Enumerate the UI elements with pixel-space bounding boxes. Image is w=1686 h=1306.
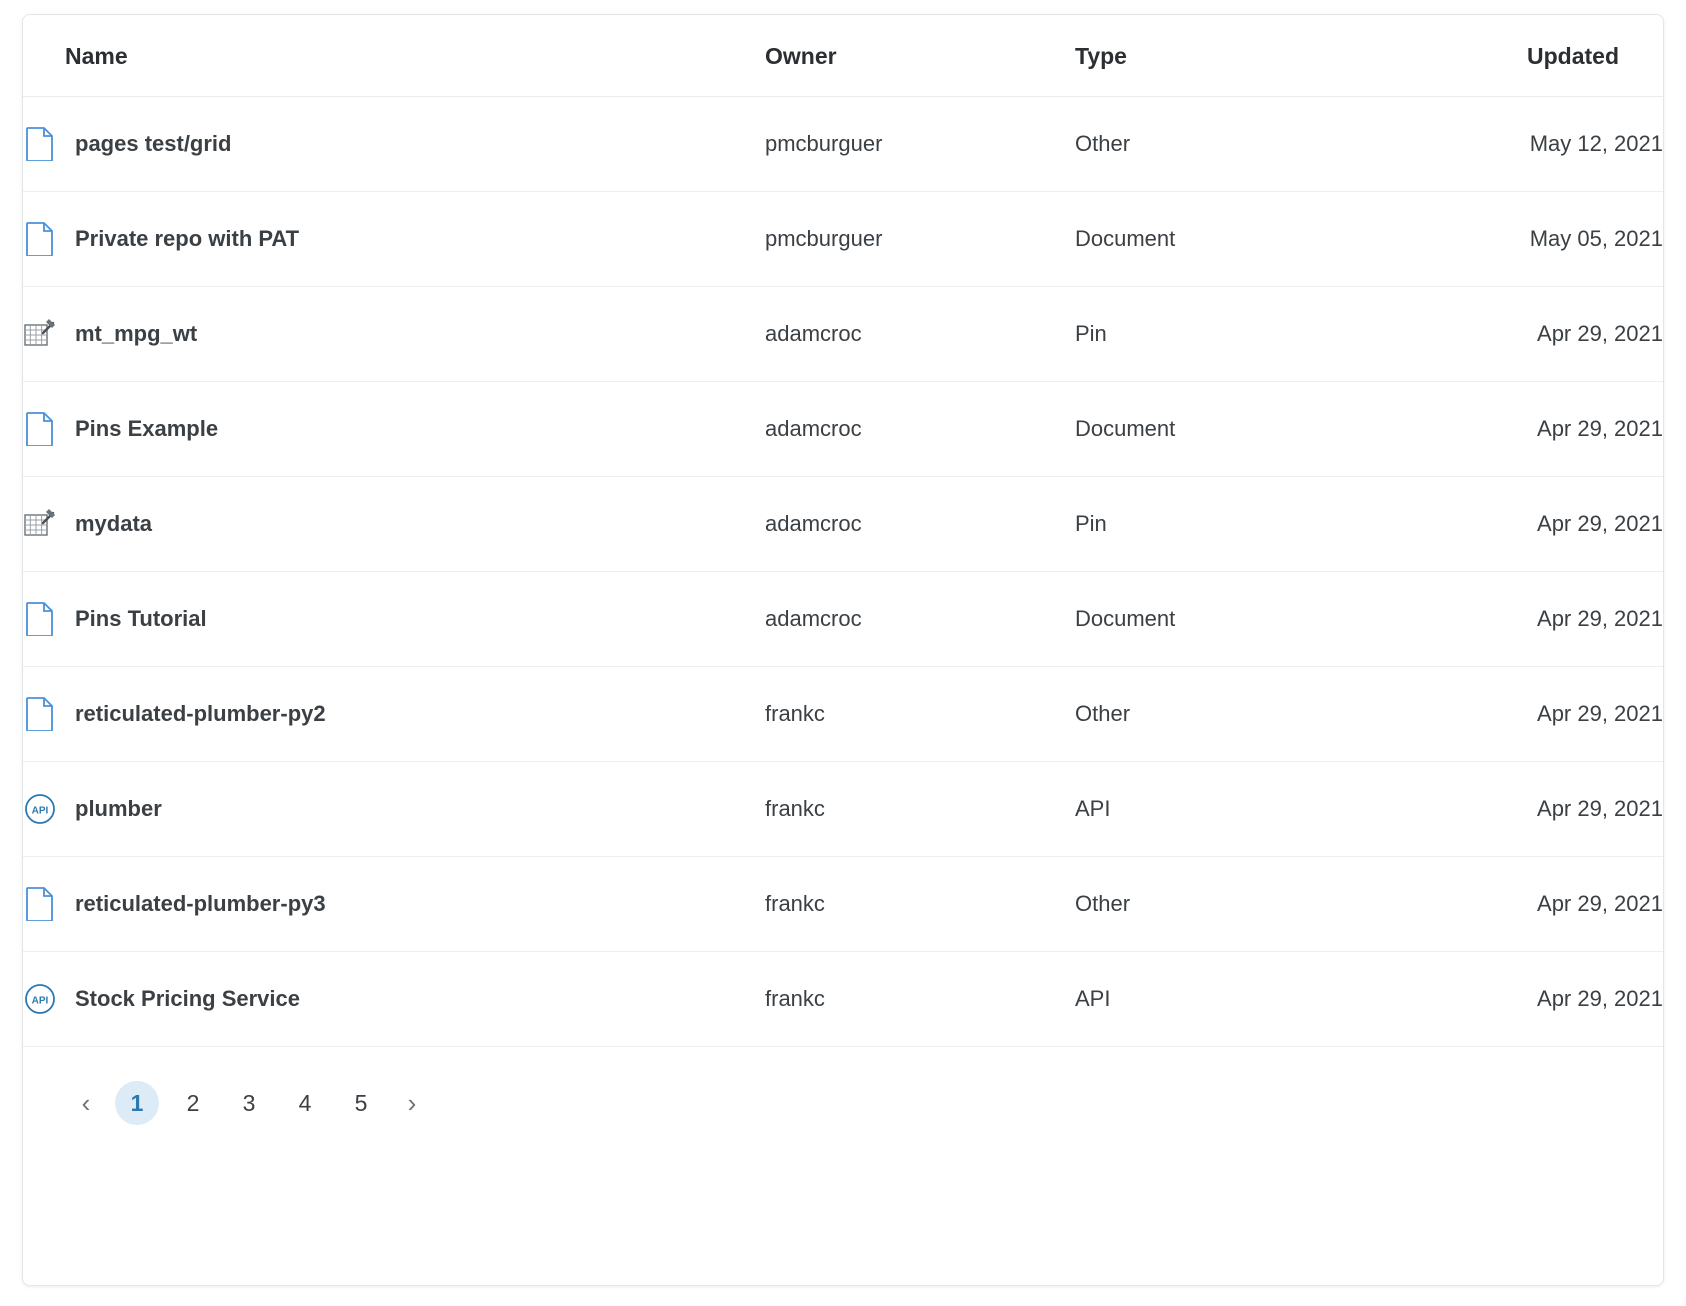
- pagination-page-5[interactable]: 5: [354, 1089, 368, 1116]
- cell-type: Other: [1075, 97, 1405, 192]
- pagination: [23, 1047, 1663, 1125]
- content-panel: [22, 14, 1664, 1286]
- table-header: [23, 15, 1663, 97]
- cell-updated: Apr 29, 2021: [1405, 477, 1663, 572]
- svg-text:API: API: [31, 995, 49, 1007]
- content-name-label[interactable]: Private repo with PAT: [75, 226, 300, 251]
- content-name-label[interactable]: plumber: [75, 796, 162, 821]
- content-name-label[interactable]: pages test/grid: [75, 131, 232, 156]
- name-wrapper: [23, 887, 765, 921]
- cell-updated: Apr 29, 2021: [1405, 382, 1663, 477]
- cell-type: Other: [1075, 667, 1405, 762]
- content-name-label[interactable]: Stock Pricing Service: [75, 986, 300, 1011]
- name-wrapper: [23, 697, 765, 731]
- cell-name[interactable]: [23, 287, 765, 382]
- content-name-label[interactable]: reticulated-plumber-py2: [75, 701, 326, 726]
- name-wrapper: [23, 602, 765, 636]
- cell-owner: frankc: [765, 667, 1075, 762]
- content-table: [23, 15, 1663, 1047]
- cell-type: Pin: [1075, 477, 1405, 572]
- cell-type: API: [1075, 762, 1405, 857]
- table-row[interactable]: [23, 192, 1663, 287]
- table-row[interactable]: [23, 572, 1663, 667]
- cell-name[interactable]: [23, 667, 765, 762]
- cell-name[interactable]: [23, 572, 765, 667]
- cell-name[interactable]: [23, 762, 765, 857]
- table-row[interactable]: [23, 382, 1663, 477]
- document-icon: [23, 222, 57, 256]
- content-name-label[interactable]: mt_mpg_wt: [75, 321, 198, 346]
- api-icon: [23, 792, 57, 826]
- cell-owner: adamcroc: [765, 572, 1075, 667]
- document-icon: [23, 127, 57, 161]
- cell-updated: May 05, 2021: [1405, 192, 1663, 287]
- table-row[interactable]: [23, 952, 1663, 1047]
- cell-updated: Apr 29, 2021: [1405, 667, 1663, 762]
- table-body: [23, 97, 1663, 1047]
- cell-type: Pin: [1075, 287, 1405, 382]
- name-wrapper: [23, 412, 765, 446]
- name-wrapper: [23, 127, 765, 161]
- name-wrapper: [23, 792, 765, 826]
- pagination-next-icon[interactable]: ›: [407, 1087, 417, 1118]
- document-icon: [23, 887, 57, 921]
- column-header-owner[interactable]: Owner: [765, 15, 1075, 97]
- cell-updated: Apr 29, 2021: [1405, 762, 1663, 857]
- column-header-name[interactable]: Name: [23, 15, 765, 97]
- table-row[interactable]: [23, 97, 1663, 192]
- cell-updated: Apr 29, 2021: [1405, 952, 1663, 1047]
- cell-owner: pmcburguer: [765, 97, 1075, 192]
- pin-icon: [23, 317, 57, 351]
- cell-name[interactable]: [23, 382, 765, 477]
- name-wrapper: [23, 982, 765, 1016]
- name-wrapper: [23, 222, 765, 256]
- content-name-label[interactable]: reticulated-plumber-py3: [75, 891, 326, 916]
- table-row[interactable]: [23, 762, 1663, 857]
- column-header-updated[interactable]: Updated: [1405, 15, 1663, 97]
- table-row[interactable]: [23, 477, 1663, 572]
- cell-type: Document: [1075, 192, 1405, 287]
- cell-updated: Apr 29, 2021: [1405, 287, 1663, 382]
- document-icon: [23, 412, 57, 446]
- cell-name[interactable]: [23, 477, 765, 572]
- cell-owner: adamcroc: [765, 382, 1075, 477]
- cell-type: API: [1075, 952, 1405, 1047]
- table-header-row: [23, 15, 1663, 97]
- content-name-label[interactable]: Pins Tutorial: [75, 606, 207, 631]
- cell-owner: adamcroc: [765, 477, 1075, 572]
- pagination-page-1[interactable]: 1: [115, 1081, 159, 1125]
- table-row[interactable]: [23, 287, 1663, 382]
- cell-owner: frankc: [765, 952, 1075, 1047]
- cell-updated: Apr 29, 2021: [1405, 572, 1663, 667]
- cell-type: Document: [1075, 382, 1405, 477]
- cell-name[interactable]: [23, 952, 765, 1047]
- cell-name[interactable]: [23, 857, 765, 952]
- table-row[interactable]: [23, 667, 1663, 762]
- cell-type: Document: [1075, 572, 1405, 667]
- name-wrapper: [23, 507, 765, 541]
- document-icon: [23, 602, 57, 636]
- pagination-page-4[interactable]: 4: [298, 1089, 312, 1116]
- pin-icon: [23, 507, 57, 541]
- cell-owner: frankc: [765, 857, 1075, 952]
- column-header-type[interactable]: Type: [1075, 15, 1405, 97]
- pagination-prev-icon[interactable]: ‹: [81, 1087, 91, 1118]
- cell-name[interactable]: [23, 97, 765, 192]
- document-icon: [23, 697, 57, 731]
- cell-updated: Apr 29, 2021: [1405, 857, 1663, 952]
- svg-text:API: API: [31, 805, 49, 817]
- pagination-page-2[interactable]: 2: [186, 1089, 200, 1116]
- content-name-label[interactable]: mydata: [75, 511, 153, 536]
- cell-owner: pmcburguer: [765, 192, 1075, 287]
- table-row[interactable]: [23, 857, 1663, 952]
- content-name-label[interactable]: Pins Example: [75, 416, 219, 441]
- cell-name[interactable]: [23, 192, 765, 287]
- cell-owner: adamcroc: [765, 287, 1075, 382]
- name-wrapper: [23, 317, 765, 351]
- cell-updated: May 12, 2021: [1405, 97, 1663, 192]
- cell-owner: frankc: [765, 762, 1075, 857]
- api-icon: [23, 982, 57, 1016]
- pagination-page-3[interactable]: 3: [242, 1089, 256, 1116]
- cell-type: Other: [1075, 857, 1405, 952]
